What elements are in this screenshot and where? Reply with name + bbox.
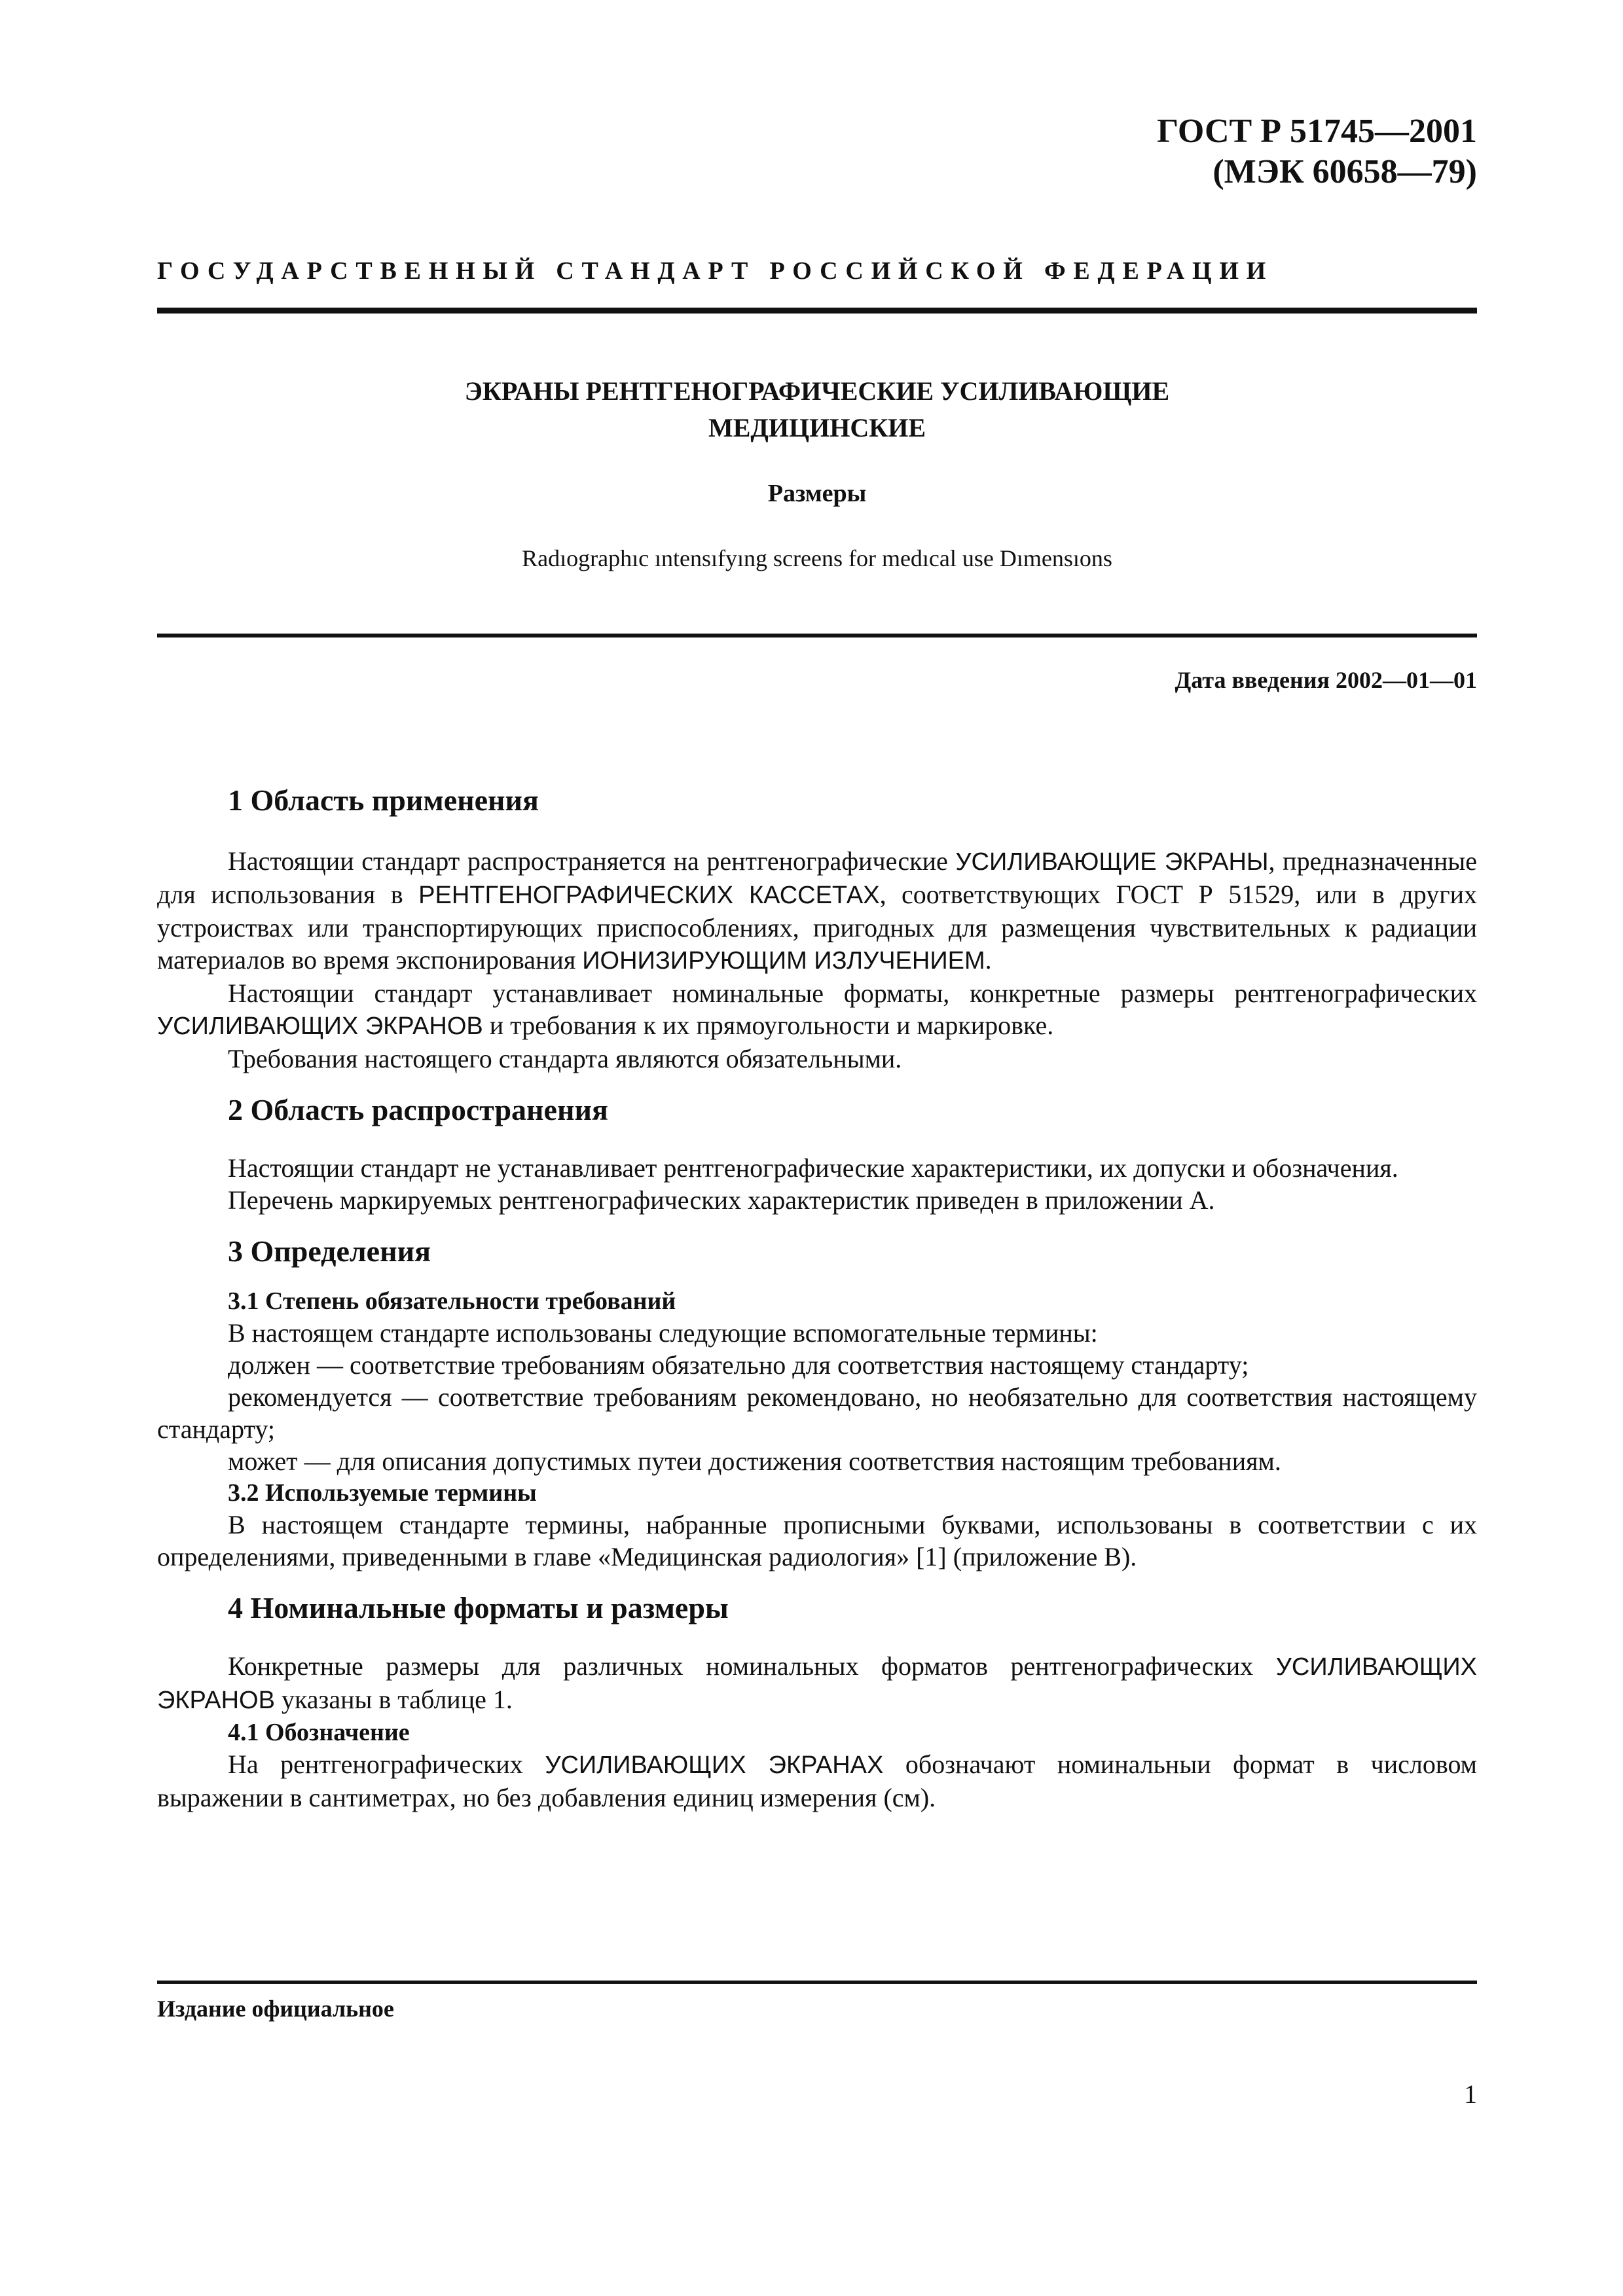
footer-divider [157,1981,1477,1984]
section-4-paragraph-2: На рентгенографических УСИЛИВАЮЩИХ ЭКРАНАХ обозначают номинальныи формат в числовом выражении в сантиметрах, но без добавления единиц измерения (см). [157,1749,1477,1812]
section-4-paragraph-1: Конкретные размеры для различных номинальных форматов рентгенографических УСИЛИВАЮЩИХ ЭКРАНОВ указаны в таблице 1. [157,1651,1477,1714]
section-4-heading: 4 Номинальные форматы и размеры [228,1591,729,1624]
section-3-paragraph-5: В настоящем стандарте термины, набранные прописными буквами, использованы в соответствии с их определениями, приведенными в главе «Медицинская радиология» [1] (приложение В). [157,1510,1477,1571]
term-radiographic-cassettes: РЕНТГЕНОГРАФИЧЕСКИХ КАССЕТАХ [418,882,880,909]
document-title-line1: ЭКРАНЫ РЕНТГЕНОГРАФИЧЕСКИЕ УСИЛИВАЮЩИЕ [464,376,1170,406]
subsection-3-2-heading: 3.2 Используемые термины [228,1479,537,1507]
subsection-3-1-heading: 3.1 Степень обязательности требований [228,1287,676,1315]
document-title-line2: МЕДИЦИНСКИЕ [708,413,926,442]
subsection-4-1-heading: 4.1 Обозначение [228,1719,410,1746]
section-3-paragraph-2: должен — соответствие требованиям обязательно для соответствия настоящему стандарту; [228,1350,1249,1380]
standard-code [1157,111,1477,192]
document-subtitle: Размеры [767,480,867,507]
section-1-paragraph-3: Требования настоящего стандарта являются обязательными. [228,1044,902,1073]
section-3-paragraph-3: рекомендуется — соответствие требованиям рекомендовано, но необязательно для соответствия настоящему стандарту; [157,1382,1477,1444]
term-intensifying-screens: УСИЛИВАЮЩИХ ЭКРАНАХ [545,1751,884,1779]
term-intensifying-screens: УСИЛИВАЮЩИХ ЭКРАНОВ [157,1013,483,1040]
standard-code-gost: ГОСТ Р 51745—2001 [1157,113,1477,150]
term-ionizing-radiation: ИОНИЗИРУЮЩИМ ИЗЛУЧЕНИЕМ [582,947,985,975]
document-title-english: Radıographıc ıntensıfyıng screens for medıcal use Dımensıons [522,545,1112,571]
top-divider [157,308,1477,314]
introduction-date: Дата введения 2002—01—01 [1175,667,1477,693]
term-intensifying-screens: УСИЛИВАЮЩИХ ЭКРАНОВ [157,1653,1477,1714]
section-2-paragraph-1: Настоящии стандарт не устанавливает рентгенографические характеристики, их допуски и обозначения. [228,1153,1398,1183]
official-edition-label: Издание официальное [157,1996,394,2022]
document-body [157,782,1477,1814]
section-2-paragraph-2: Перечень маркируемых рентгенографических характеристик приведен в приложении А. [228,1185,1215,1215]
section-3-paragraph-4: может — для описания допустимых путеи достижения соответствия настоящим требованиям. [228,1446,1281,1476]
standard-code-iec: (МЭК 60658—79) [1213,153,1477,190]
page-number: 1 [1464,2079,1477,2109]
section-3-paragraph-1: В настоящем стандарте использованы следующие вспомогательные термины: [228,1318,1098,1348]
term-intensifying-screens: УСИЛИВАЮЩИЕ ЭКРАНЫ [955,848,1269,876]
title-divider [157,634,1477,637]
section-3-heading: 3 Определения [228,1234,431,1268]
section-2-heading: 2 Область распространения [228,1093,608,1126]
document-title [157,373,1477,446]
section-1-paragraph-2: Настоящии стандарт устанавливает номинальные форматы, конкретные размеры рентгенографических УСИЛИВАЮЩИХ ЭКРАНОВ и требования к их прямоугольности и маркировке. [157,978,1477,1040]
section-1-paragraph-1: Настоящии стандарт распространяется на рентгенографические УСИЛИВАЮЩИЕ ЭКРАНЫ, предназначенные для использования в РЕНТГЕНОГРАФИЧЕСКИХ КАССЕТАХ, соответствующих ГОСТ Р 51529, или в других устроиствах или транспортирующих приспособлениях, пригодных для размещения чувствительных к радиации материалов во время экспонирования ИОНИЗИРУЮЩИМ ИЗЛУЧЕНИЕМ. [157,846,1478,975]
state-standard-title: ГОСУДАРСТВЕННЫЙ СТАНДАРТ РОССИЙСКОЙ ФЕДЕРАЦИИ [157,257,1274,285]
section-1-heading: 1 Область применения [228,783,539,817]
